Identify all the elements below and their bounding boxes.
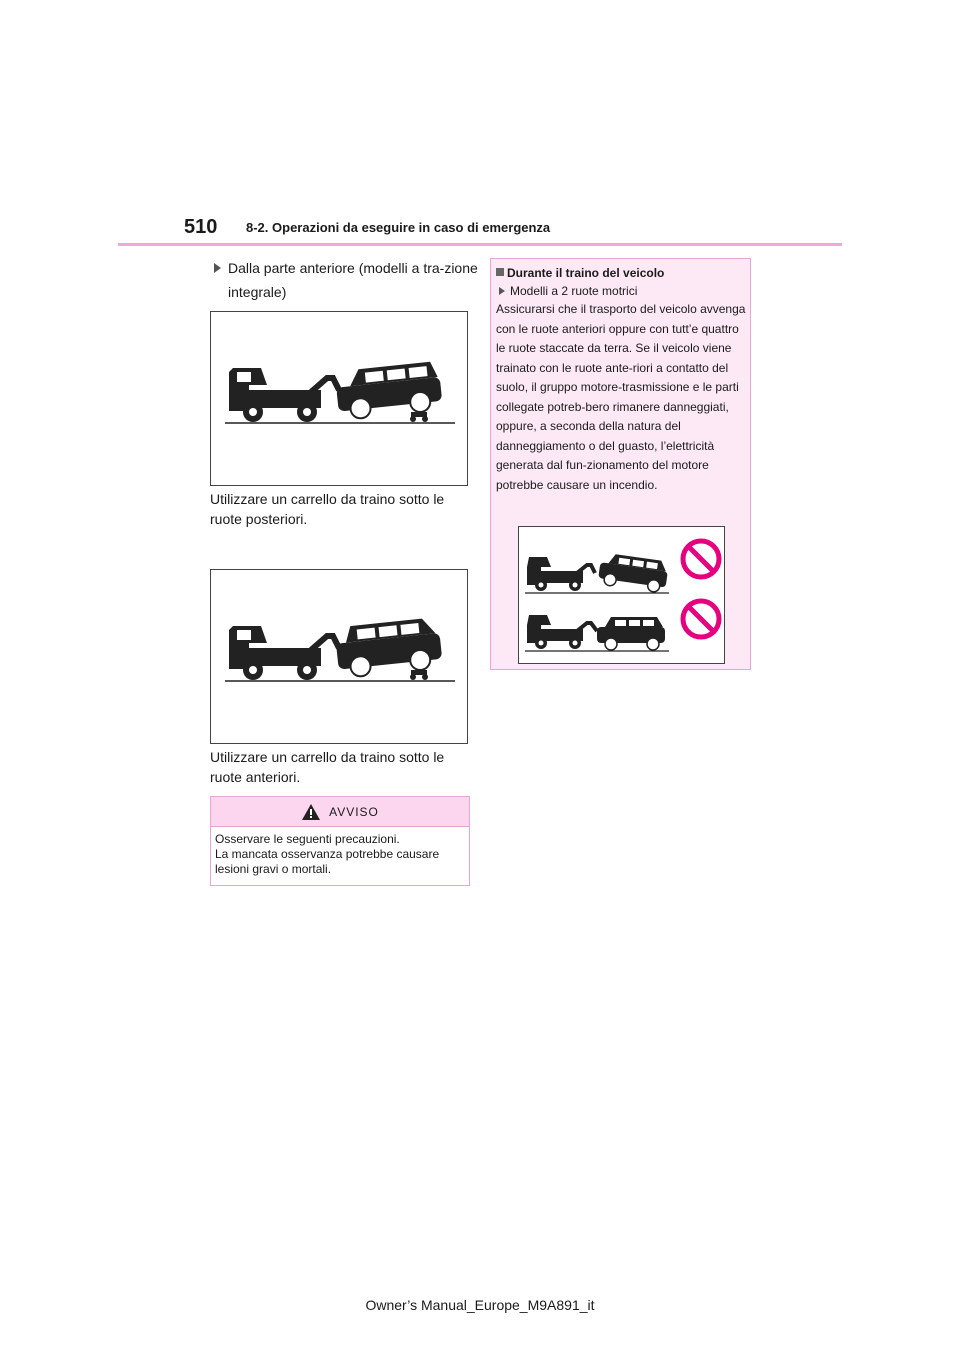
towing-note-subheading: Modelli a 2 ruote motrici	[496, 282, 746, 300]
section-title: 8-2. Operazioni da eseguire in caso di emergenza	[246, 220, 551, 235]
warning-text: Osservare le seguenti precauzioni. La mancata osservanza potrebbe causare lesioni gravi o mortali.	[215, 832, 440, 876]
tow-rear-illustration	[211, 570, 467, 743]
prohibition-icon	[683, 601, 719, 637]
footer-manual-id: Owner’s Manual_Europe_M9A891_it	[365, 1297, 595, 1313]
warning-title: AVVISO	[329, 804, 379, 819]
figure-tow-from-rear	[210, 569, 468, 744]
figure-prohibited-towing	[518, 526, 725, 664]
bullet-front-awd: Dalla parte anteriore (modelli a tra-zione integrale)	[210, 256, 486, 304]
header-rule	[118, 243, 842, 246]
tow-front-illustration	[211, 312, 467, 485]
warning-header	[211, 797, 469, 827]
square-bullet-icon	[496, 268, 504, 276]
warning-triangle-icon	[301, 803, 321, 821]
prohibition-icon	[683, 541, 719, 577]
page-number: 510	[184, 216, 218, 238]
prohibited-towing-illustration	[519, 527, 724, 663]
caption-front-awd: Utilizzare un carrello da traino sotto le ruote posteriori.	[210, 491, 445, 527]
warning-box	[210, 796, 470, 886]
caption-rear: Utilizzare un carrello da traino sotto le ruote anteriori.	[210, 749, 445, 785]
towing-note-box	[490, 258, 751, 670]
towing-note-heading: Durante il traino del veicolo	[496, 264, 746, 282]
figure-tow-from-front	[210, 311, 468, 486]
towing-note-text: Assicurarsi che il trasporto del veicolo avvenga con le ruote anteriori oppure con tutt’e quattro le ruote staccate da terra. Se il veicolo viene trainato con le ruote ante-riori a contatto del suolo, il gruppo motore-trasmissione e le parti collegate potreb-bero rimanere danneggiati, oppure, a seconda della natura del danneggiamento o del guasto, l’elettricità generata dal fun-zionamento del motore potrebbe causare un incendio.	[496, 302, 746, 492]
